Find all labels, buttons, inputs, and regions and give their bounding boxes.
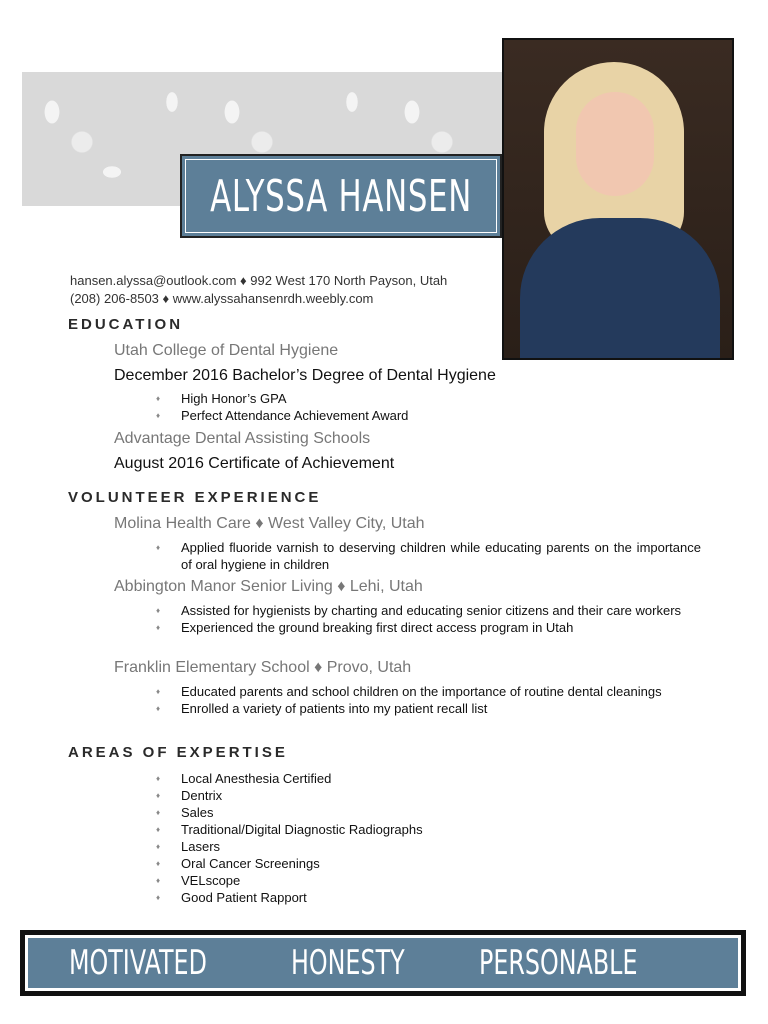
org-molina: Molina Health Care ♦ West Valley City, Utah [114, 515, 425, 532]
list-item: ♦ Traditional/Digital Diagnostic Radiographs [156, 821, 701, 838]
value-word-motivated: MOTIVATED [69, 943, 207, 983]
list-item: ♦ Enrolled a variety of patients into my patient recall list [156, 700, 701, 717]
list-item: ♦ Dentrix [156, 787, 701, 804]
list-item: ♦ Lasers [156, 838, 701, 855]
degree-certificate: August 2016 Certificate of Achievement [114, 455, 395, 472]
org-franklin: Franklin Elementary School ♦ Provo, Utah [114, 659, 412, 676]
list-item: ♦ Sales [156, 804, 701, 821]
list-item: ♦ VELscope [156, 872, 701, 889]
section-title-education: EDUCATION [68, 316, 184, 333]
resume-name: ALYSSA HANSEN [210, 170, 472, 222]
value-word-honesty: HONESTY [291, 943, 405, 983]
contact-line-email-address: hansen.alyssa@outlook.com ♦ 992 West 170 North Payson, Utah [70, 273, 448, 288]
expertise-list [156, 770, 701, 906]
abbington-duties-list [156, 602, 701, 636]
list-item: ♦ High Honor’s GPA [156, 390, 701, 407]
footer-values-banner [20, 930, 746, 996]
list-item: ♦ Perfect Attendance Achievement Award [156, 407, 701, 424]
list-item: ♦ Educated parents and school children on the importance of routine dental cleanings [156, 683, 701, 700]
franklin-duties-list [156, 683, 701, 717]
list-item: ♦ Good Patient Rapport [156, 889, 701, 906]
degree-bachelor: December 2016 Bachelor’s Degree of Dental Hygiene [114, 367, 496, 384]
contact-info [70, 272, 447, 308]
school-advantage-dental: Advantage Dental Assisting Schools [114, 430, 371, 447]
list-item: ♦ Assisted for hygienists by charting and educating senior citizens and their care workers [156, 602, 701, 619]
list-item: ♦ Applied fluoride varnish to deserving children while educating parents on the importance of oral hygiene in children [156, 539, 701, 573]
list-item: ♦ Local Anesthesia Certified [156, 770, 701, 787]
contact-line-phone-website: (208) 206-8503 ♦ www.alyssahansenrdh.weebly.com [70, 291, 374, 306]
value-word-personable: PERSONABLE [478, 943, 638, 983]
list-item: ♦ Oral Cancer Screenings [156, 855, 701, 872]
molina-duties-list [156, 539, 701, 573]
profile-photo [502, 38, 734, 360]
section-title-expertise: AREAS OF EXPERTISE [68, 744, 288, 761]
school-utah-college: Utah College of Dental Hygiene [114, 342, 339, 359]
education-honors-list [156, 390, 701, 424]
org-abbington: Abbington Manor Senior Living ♦ Lehi, Utah [114, 578, 423, 595]
section-title-volunteer: VOLUNTEER EXPERIENCE [68, 489, 322, 506]
list-item: ♦ Experienced the ground breaking first direct access program in Utah [156, 619, 701, 636]
name-banner [180, 154, 502, 238]
